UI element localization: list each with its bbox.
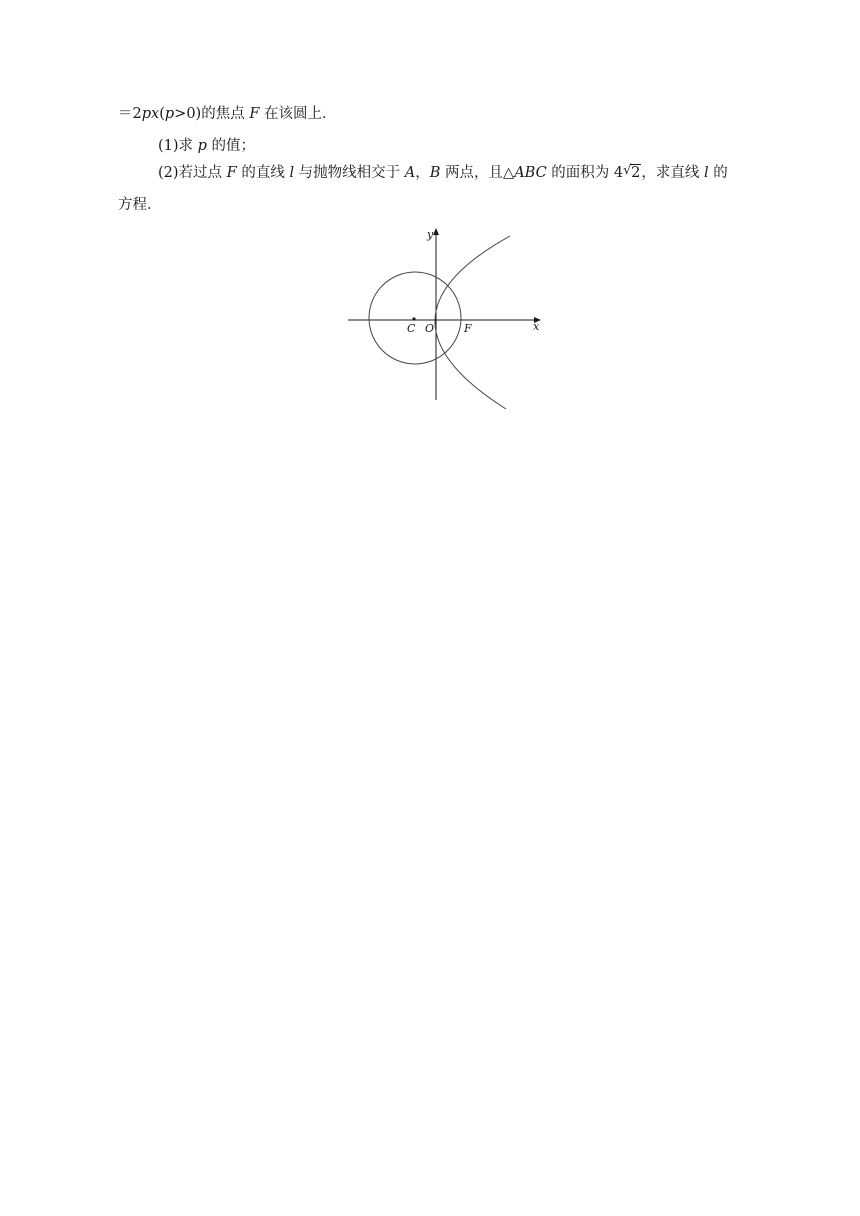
- text-segment: 两点，且△: [440, 165, 515, 181]
- label-C: C: [407, 322, 416, 335]
- problem-part-2: [158, 163, 728, 183]
- text-segment: 的: [708, 165, 728, 181]
- var-B: B: [429, 165, 441, 181]
- var-F: F: [226, 165, 237, 181]
- text-segment: 的直线: [236, 165, 290, 181]
- var-px: px: [141, 106, 160, 122]
- var-p: p: [164, 106, 175, 122]
- figure-svg: [340, 222, 550, 414]
- text-segment: 与抛物线相交于: [294, 165, 405, 181]
- text-segment: ，求直线: [641, 165, 704, 181]
- var-l: l: [704, 165, 709, 181]
- var-ABC: ABC: [514, 165, 547, 181]
- point-C: [412, 317, 415, 320]
- label-F: F: [464, 322, 472, 335]
- var-p: p: [197, 138, 207, 154]
- text-segment: 的面积为 4: [546, 165, 624, 181]
- text-segment: ＝2: [118, 106, 142, 122]
- text-segment: >0)的焦点: [174, 106, 250, 122]
- parabola: [435, 236, 510, 409]
- text-segment: ，: [415, 165, 430, 181]
- label-O: O: [425, 322, 435, 335]
- problem-part-1: [158, 136, 255, 156]
- problem-part-2-continued: 方程．: [118, 197, 162, 213]
- radical-sign: √: [623, 163, 632, 178]
- sqrt-argument: 2: [631, 165, 641, 181]
- label-x: x: [533, 320, 540, 333]
- geometry-figure: [340, 222, 550, 414]
- text-segment: (1)求: [158, 138, 198, 154]
- sqrt-expression: [623, 163, 641, 183]
- var-F: F: [249, 106, 260, 122]
- var-A: A: [404, 165, 416, 181]
- text-segment: 在该圆上．: [259, 106, 337, 122]
- text-segment: 的值；: [206, 138, 256, 154]
- text-segment: (: [159, 106, 165, 122]
- var-l: l: [289, 165, 295, 181]
- problem-line-1: [118, 104, 336, 124]
- label-y: y: [427, 228, 434, 241]
- text-segment: (2)若过点: [158, 165, 227, 181]
